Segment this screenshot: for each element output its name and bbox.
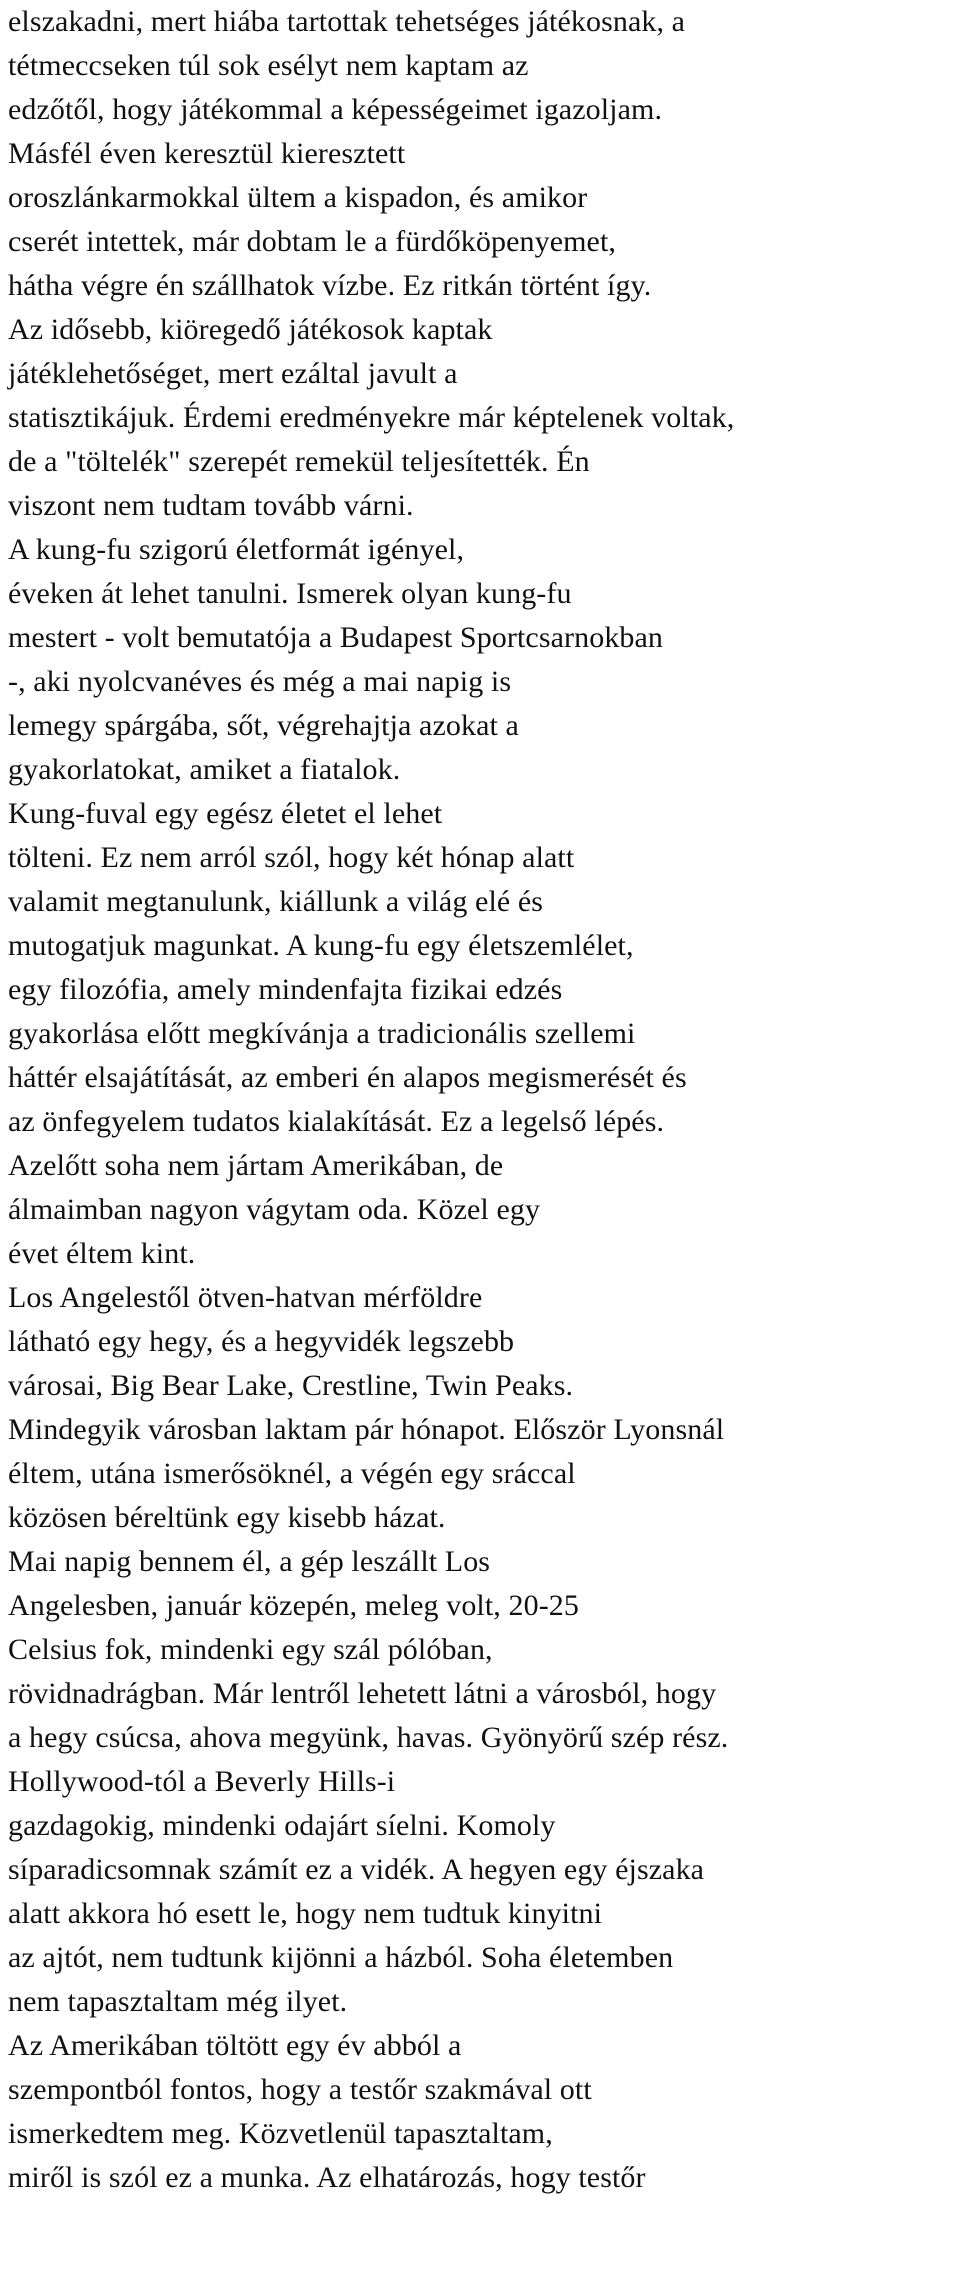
text-line: statisztikájuk. Érdemi eredményekre már képtelenek voltak, [8,401,735,434]
text-line: éveken át lehet tanulni. Ismerek olyan kung-fu [8,577,572,610]
text-line: háttér elsajátítását, az emberi én alapos megismerését és [8,1061,687,1094]
text-line: látható egy hegy, és a hegyvidék legszebb [8,1325,515,1358]
text-line: tétmeccseken túl sok esélyt nem kaptam az [8,49,529,82]
text-line: Celsius fok, mindenki egy szál pólóban, [8,1633,493,1666]
text-line: az önfegyelem tudatos kialakítását. Ez a legelső lépés. [8,1105,665,1138]
text-line: tölteni. Ez nem arról szól, hogy két hónap alatt [8,841,575,874]
text-line: Los Angelestől ötven-hatvan mérföldre [8,1281,483,1314]
text-line: Másfél éven keresztül kieresztett [8,137,406,170]
text-line: lemegy spárgába, sőt, végrehajtja azokat a [8,709,519,742]
text-line: Mindegyik városban laktam pár hónapot. Először Lyonsnál [8,1413,725,1446]
text-line: viszont nem tudtam tovább várni. [8,489,414,522]
text-line: Kung-fuval egy egész életet el lehet [8,797,443,830]
text-line: elszakadni, mert hiába tartottak tehetséges játékosnak, a [8,5,686,38]
text-line: edzőtől, hogy játékommal a képességeimet igazoljam. [8,93,663,126]
text-line: hátha végre én szállhatok vízbe. Ez ritkán történt így. [8,269,652,302]
text-line: mestert - volt bemutatója a Budapest Sportcsarnokban [8,621,664,654]
text-line: -, aki nyolcvanéves és még a mai napig is [8,665,512,698]
text-line: Az idősebb, kiöregedő játékosok kaptak [8,313,493,346]
text-line: álmaimban nagyon vágytam oda. Közel egy [8,1193,541,1226]
text-line: gyakorlatokat, amiket a fiatalok. [8,753,401,786]
text-line: Angelesben, január közepén, meleg volt, 20-25 [8,1589,579,1622]
text-line: cserét intettek, már dobtam le a fürdőköpenyemet, [8,225,617,258]
text-line: szempontból fontos, hogy a testőr szakmával ott [8,2073,592,2106]
text-line: gyakorlása előtt megkívánja a tradicionális szellemi [8,1017,636,1050]
text-line: ismerkedtem meg. Közvetlenül tapasztaltam, [8,2117,553,2150]
text-line: városai, Big Bear Lake, Crestline, Twin Peaks. [8,1369,574,1402]
text-line: nem tapasztaltam még ilyet. [8,1985,348,2018]
text-line: Azelőtt soha nem jártam Amerikában, de [8,1149,504,1182]
text-line: az ajtót, nem tudtunk kijönni a házból. Soha életemben [8,1941,674,1974]
text-line: gazdagokig, mindenki odajárt síelni. Komoly [8,1809,556,1842]
text-line: mutogatjuk magunkat. A kung-fu egy életszemlélet, [8,929,634,962]
text-line: A kung-fu szigorú életformát igényel, [8,533,465,566]
text-line: egy filozófia, amely mindenfajta fizikai edzés [8,973,563,1006]
text-line: közösen béreltünk egy kisebb házat. [8,1501,446,1534]
text-line: alatt akkora hó esett le, hogy nem tudtuk kinyitni [8,1897,603,1930]
text-line: évet éltem kint. [8,1237,196,1270]
text-line: a hegy csúcsa, ahova megyünk, havas. Gyönyörű szép rész. [8,1721,729,1754]
text-line: Hollywood-tól a Beverly Hills-i [8,1765,396,1798]
text-line: rövidnadrágban. Már lentről lehetett látni a városból, hogy [8,1677,717,1710]
body-text [8,0,958,2200]
text-line: Az Amerikában töltött egy év abból a [8,2029,462,2062]
text-line: valamit megtanulunk, kiállunk a világ elé és [8,885,544,918]
text-line: oroszlánkarmokkal ültem a kispadon, és amikor [8,181,588,214]
text-line: Mai napig bennem él, a gép leszállt Los [8,1545,491,1578]
text-line: játéklehetőséget, mert ezáltal javult a [8,357,458,390]
text-line: miről is szól ez a munka. Az elhatározás, hogy testőr [8,2161,646,2194]
text-line: síparadicsomnak számít ez a vidék. A hegyen egy éjszaka [8,1853,705,1886]
text-line: éltem, utána ismerősöknél, a végén egy sráccal [8,1457,576,1490]
text-line: de a "töltelék" szerepét remekül teljesítették. Én [8,445,590,478]
